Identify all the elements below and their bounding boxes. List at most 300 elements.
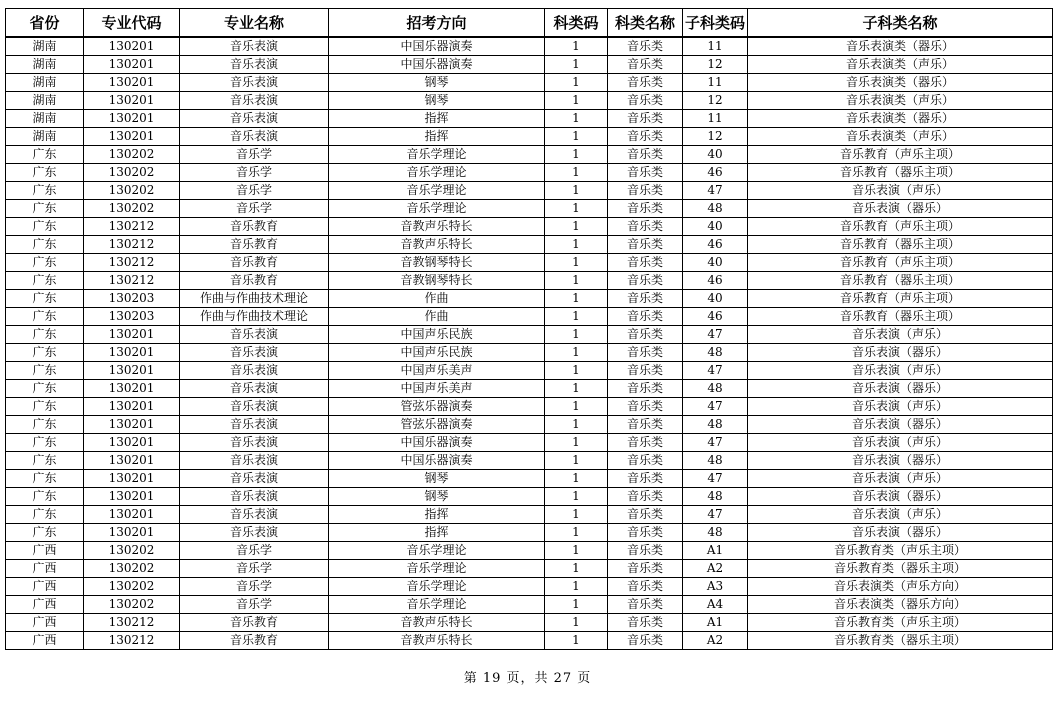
province-cell: 湖南: [6, 37, 84, 56]
subcategory-name-cell: 音乐表演类（声乐）: [748, 128, 1053, 146]
category-code-cell: 1: [545, 578, 608, 596]
subcategory-code-cell: 48: [683, 488, 748, 506]
subcategory-name-cell: 音乐表演类（声乐）: [748, 92, 1053, 110]
major-name-cell: 作曲与作曲技术理论: [180, 290, 329, 308]
category-code-cell: 1: [545, 182, 608, 200]
category-code-cell: 1: [545, 506, 608, 524]
province-cell: 广东: [6, 200, 84, 218]
subcategory-code-cell: 12: [683, 128, 748, 146]
major-name-cell: 音乐教育: [180, 218, 329, 236]
table-body: [6, 37, 1053, 650]
category-name-cell: 音乐类: [608, 326, 683, 344]
direction-cell: 中国声乐民族: [329, 326, 545, 344]
direction-cell: 音乐学理论: [329, 146, 545, 164]
subcategory-name-cell: 音乐表演（器乐）: [748, 452, 1053, 470]
major-name-cell: 音乐学: [180, 182, 329, 200]
category-code-cell: 1: [545, 488, 608, 506]
major-name-cell: 音乐表演: [180, 398, 329, 416]
table-row: [6, 452, 1053, 470]
province-cell: 广东: [6, 218, 84, 236]
subcategory-code-cell: 48: [683, 344, 748, 362]
category-name-cell: 音乐类: [608, 596, 683, 614]
table-row: [6, 380, 1053, 398]
subcategory-code-cell: 11: [683, 110, 748, 128]
category-code-cell: 1: [545, 146, 608, 164]
major-code-cell: 130212: [84, 272, 180, 290]
province-cell: 广东: [6, 506, 84, 524]
table-row: [6, 92, 1053, 110]
category-name-cell: 音乐类: [608, 578, 683, 596]
category-name-cell: 音乐类: [608, 56, 683, 74]
direction-cell: 音乐学理论: [329, 560, 545, 578]
subcategory-code-cell: 46: [683, 164, 748, 182]
category-code-cell: 1: [545, 254, 608, 272]
province-cell: 广东: [6, 380, 84, 398]
category-name-cell: 音乐类: [608, 452, 683, 470]
direction-cell: 中国声乐美声: [329, 380, 545, 398]
province-cell: 湖南: [6, 110, 84, 128]
subcategory-code-cell: 46: [683, 272, 748, 290]
subcategory-code-cell: A4: [683, 596, 748, 614]
direction-cell: 音教声乐特长: [329, 236, 545, 254]
province-cell: 广东: [6, 146, 84, 164]
subcategory-code-cell: 48: [683, 452, 748, 470]
direction-cell: 指挥: [329, 506, 545, 524]
category-name-cell: 音乐类: [608, 218, 683, 236]
category-name-cell: 音乐类: [608, 37, 683, 56]
category-name-cell: 音乐类: [608, 254, 683, 272]
major-name-cell: 音乐教育: [180, 254, 329, 272]
header-row: [6, 9, 1053, 38]
province-cell: 广东: [6, 524, 84, 542]
category-code-cell: 1: [545, 380, 608, 398]
major-name-cell: 音乐学: [180, 146, 329, 164]
category-name-cell: 音乐类: [608, 236, 683, 254]
major-name-cell: 音乐表演: [180, 506, 329, 524]
category-code-cell: 1: [545, 614, 608, 632]
province-cell: 广东: [6, 452, 84, 470]
subcategory-code-cell: 47: [683, 326, 748, 344]
major-code-cell: 130212: [84, 614, 180, 632]
subcategory-name-cell: 音乐教育（器乐主项）: [748, 164, 1053, 182]
category-name-cell: 音乐类: [608, 344, 683, 362]
category-code-cell: 1: [545, 560, 608, 578]
subcategory-code-cell: 12: [683, 56, 748, 74]
province-cell: 广东: [6, 254, 84, 272]
subcategory-code-cell: 47: [683, 434, 748, 452]
subcategory-code-cell: A1: [683, 614, 748, 632]
subcategory-code-cell: 12: [683, 92, 748, 110]
direction-cell: 中国乐器演奏: [329, 434, 545, 452]
category-name-cell: 音乐类: [608, 200, 683, 218]
province-cell: 广东: [6, 290, 84, 308]
category-code-cell: 1: [545, 362, 608, 380]
major-code-cell: 130202: [84, 560, 180, 578]
direction-cell: 音教声乐特长: [329, 632, 545, 650]
major-name-cell: 音乐表演: [180, 37, 329, 56]
major-code-cell: 130201: [84, 416, 180, 434]
table-row: [6, 200, 1053, 218]
header-direction: 招考方向: [329, 9, 545, 38]
province-cell: 广东: [6, 164, 84, 182]
direction-cell: 音乐学理论: [329, 164, 545, 182]
major-name-cell: 音乐表演: [180, 74, 329, 92]
major-code-cell: 130212: [84, 632, 180, 650]
province-cell: 湖南: [6, 128, 84, 146]
subcategory-code-cell: 47: [683, 398, 748, 416]
category-code-cell: 1: [545, 524, 608, 542]
table-row: [6, 506, 1053, 524]
direction-cell: 管弦乐器演奏: [329, 398, 545, 416]
major-code-cell: 130201: [84, 110, 180, 128]
major-code-cell: 130201: [84, 452, 180, 470]
province-cell: 广东: [6, 398, 84, 416]
table-row: [6, 362, 1053, 380]
major-code-cell: 130202: [84, 596, 180, 614]
major-code-cell: 130201: [84, 326, 180, 344]
category-name-cell: 音乐类: [608, 308, 683, 326]
table-row: [6, 182, 1053, 200]
major-name-cell: 音乐学: [180, 596, 329, 614]
table-row: [6, 254, 1053, 272]
major-code-cell: 130201: [84, 398, 180, 416]
category-code-cell: 1: [545, 272, 608, 290]
subcategory-name-cell: 音乐表演（声乐）: [748, 326, 1053, 344]
category-name-cell: 音乐类: [608, 632, 683, 650]
category-name-cell: 音乐类: [608, 290, 683, 308]
subcategory-code-cell: A3: [683, 578, 748, 596]
category-code-cell: 1: [545, 308, 608, 326]
major-code-cell: 130212: [84, 218, 180, 236]
table-row: [6, 218, 1053, 236]
subcategory-code-cell: 47: [683, 506, 748, 524]
table-row: [6, 434, 1053, 452]
province-cell: 广东: [6, 470, 84, 488]
table-row: [6, 344, 1053, 362]
table-row: [6, 128, 1053, 146]
category-code-cell: 1: [545, 434, 608, 452]
category-code-cell: 1: [545, 470, 608, 488]
category-name-cell: 音乐类: [608, 398, 683, 416]
category-name-cell: 音乐类: [608, 128, 683, 146]
province-cell: 湖南: [6, 92, 84, 110]
header-province: 省份: [6, 9, 84, 38]
subcategory-name-cell: 音乐表演（器乐）: [748, 380, 1053, 398]
table-row: [6, 614, 1053, 632]
subcategory-name-cell: 音乐教育类（声乐主项）: [748, 614, 1053, 632]
major-code-cell: 130201: [84, 506, 180, 524]
category-name-cell: 音乐类: [608, 362, 683, 380]
subcategory-name-cell: 音乐教育（器乐主项）: [748, 236, 1053, 254]
table-row: [6, 236, 1053, 254]
major-code-cell: 130212: [84, 236, 180, 254]
page-number-footer: 第 19 页，共 27 页: [463, 671, 592, 686]
province-cell: 广东: [6, 362, 84, 380]
major-code-cell: 130212: [84, 254, 180, 272]
major-code-cell: 130203: [84, 308, 180, 326]
table-row: [6, 272, 1053, 290]
category-code-cell: 1: [545, 37, 608, 56]
province-cell: 广东: [6, 434, 84, 452]
subcategory-name-cell: 音乐教育类（器乐主项）: [748, 560, 1053, 578]
subcategory-name-cell: 音乐表演类（声乐）: [748, 56, 1053, 74]
major-name-cell: 音乐学: [180, 200, 329, 218]
major-code-cell: 130202: [84, 200, 180, 218]
table-row: [6, 416, 1053, 434]
province-cell: 广东: [6, 344, 84, 362]
table-row: [6, 524, 1053, 542]
header-category-name: 科类名称: [608, 9, 683, 38]
major-name-cell: 音乐表演: [180, 416, 329, 434]
province-cell: 广东: [6, 272, 84, 290]
major-code-cell: 130201: [84, 74, 180, 92]
major-name-cell: 音乐表演: [180, 452, 329, 470]
direction-cell: 指挥: [329, 110, 545, 128]
direction-cell: 音乐学理论: [329, 542, 545, 560]
category-code-cell: 1: [545, 542, 608, 560]
province-cell: 广西: [6, 614, 84, 632]
table-row: [6, 578, 1053, 596]
table-row: [6, 488, 1053, 506]
category-name-cell: 音乐类: [608, 146, 683, 164]
major-name-cell: 音乐表演: [180, 470, 329, 488]
major-code-cell: 130201: [84, 488, 180, 506]
direction-cell: 音教钢琴特长: [329, 254, 545, 272]
category-name-cell: 音乐类: [608, 614, 683, 632]
major-code-cell: 130201: [84, 344, 180, 362]
subcategory-name-cell: 音乐教育类（声乐主项）: [748, 542, 1053, 560]
subcategory-code-cell: 46: [683, 236, 748, 254]
major-code-cell: 130202: [84, 164, 180, 182]
table-row: [6, 56, 1053, 74]
direction-cell: 指挥: [329, 128, 545, 146]
data-table: [5, 8, 1053, 650]
category-name-cell: 音乐类: [608, 92, 683, 110]
category-name-cell: 音乐类: [608, 470, 683, 488]
direction-cell: 中国声乐美声: [329, 362, 545, 380]
category-code-cell: 1: [545, 56, 608, 74]
category-name-cell: 音乐类: [608, 272, 683, 290]
subcategory-code-cell: A1: [683, 542, 748, 560]
category-name-cell: 音乐类: [608, 110, 683, 128]
subcategory-code-cell: 48: [683, 200, 748, 218]
province-cell: 广东: [6, 236, 84, 254]
subcategory-code-cell: 40: [683, 254, 748, 272]
direction-cell: 指挥: [329, 524, 545, 542]
subcategory-name-cell: 音乐教育（器乐主项）: [748, 308, 1053, 326]
table-row: [6, 110, 1053, 128]
subcategory-code-cell: A2: [683, 560, 748, 578]
province-cell: 湖南: [6, 56, 84, 74]
table-row: [6, 290, 1053, 308]
subcategory-name-cell: 音乐表演（器乐）: [748, 200, 1053, 218]
direction-cell: 音教钢琴特长: [329, 272, 545, 290]
subcategory-code-cell: 47: [683, 470, 748, 488]
subcategory-name-cell: 音乐表演（声乐）: [748, 362, 1053, 380]
subcategory-name-cell: 音乐表演类（器乐）: [748, 37, 1053, 56]
category-code-cell: 1: [545, 290, 608, 308]
major-name-cell: 音乐表演: [180, 524, 329, 542]
subcategory-name-cell: 音乐表演（器乐）: [748, 416, 1053, 434]
subcategory-code-cell: 40: [683, 218, 748, 236]
major-name-cell: 音乐表演: [180, 380, 329, 398]
major-code-cell: 130201: [84, 470, 180, 488]
category-code-cell: 1: [545, 128, 608, 146]
subcategory-name-cell: 音乐表演（声乐）: [748, 470, 1053, 488]
major-code-cell: 130201: [84, 56, 180, 74]
major-code-cell: 130202: [84, 182, 180, 200]
category-name-cell: 音乐类: [608, 506, 683, 524]
category-code-cell: 1: [545, 326, 608, 344]
major-name-cell: 音乐表演: [180, 326, 329, 344]
category-code-cell: 1: [545, 632, 608, 650]
province-cell: 广西: [6, 578, 84, 596]
major-code-cell: 130201: [84, 434, 180, 452]
subcategory-code-cell: 48: [683, 380, 748, 398]
major-name-cell: 音乐学: [180, 578, 329, 596]
major-name-cell: 音乐教育: [180, 632, 329, 650]
major-code-cell: 130201: [84, 362, 180, 380]
category-name-cell: 音乐类: [608, 164, 683, 182]
direction-cell: 音乐学理论: [329, 596, 545, 614]
category-code-cell: 1: [545, 200, 608, 218]
major-name-cell: 音乐表演: [180, 110, 329, 128]
category-name-cell: 音乐类: [608, 182, 683, 200]
category-name-cell: 音乐类: [608, 560, 683, 578]
subcategory-name-cell: 音乐教育（声乐主项）: [748, 218, 1053, 236]
subcategory-name-cell: 音乐教育（声乐主项）: [748, 290, 1053, 308]
direction-cell: 中国乐器演奏: [329, 56, 545, 74]
table-row: [6, 560, 1053, 578]
direction-cell: 中国乐器演奏: [329, 37, 545, 56]
province-cell: 广东: [6, 308, 84, 326]
major-name-cell: 音乐表演: [180, 434, 329, 452]
category-code-cell: 1: [545, 416, 608, 434]
direction-cell: 钢琴: [329, 74, 545, 92]
table-row: [6, 164, 1053, 182]
direction-cell: 钢琴: [329, 470, 545, 488]
header-major-code: 专业代码: [84, 9, 180, 38]
header-subcategory-name: 子科类名称: [748, 9, 1053, 38]
subcategory-name-cell: 音乐教育（声乐主项）: [748, 146, 1053, 164]
major-code-cell: 130201: [84, 128, 180, 146]
table-row: [6, 542, 1053, 560]
table-row: [6, 596, 1053, 614]
subcategory-name-cell: 音乐表演类（声乐方向）: [748, 578, 1053, 596]
table-row: [6, 398, 1053, 416]
table-row: [6, 470, 1053, 488]
province-cell: 广东: [6, 488, 84, 506]
header-subcategory-code: 子科类码: [683, 9, 748, 38]
table-row: [6, 308, 1053, 326]
subcategory-name-cell: 音乐表演（声乐）: [748, 506, 1053, 524]
category-code-cell: 1: [545, 344, 608, 362]
major-name-cell: 音乐学: [180, 542, 329, 560]
category-code-cell: 1: [545, 452, 608, 470]
category-name-cell: 音乐类: [608, 380, 683, 398]
major-name-cell: 音乐表演: [180, 344, 329, 362]
direction-cell: 音乐学理论: [329, 200, 545, 218]
province-cell: 广东: [6, 326, 84, 344]
category-name-cell: 音乐类: [608, 74, 683, 92]
subcategory-code-cell: A2: [683, 632, 748, 650]
direction-cell: 中国声乐民族: [329, 344, 545, 362]
major-name-cell: 音乐教育: [180, 236, 329, 254]
direction-cell: 管弦乐器演奏: [329, 416, 545, 434]
direction-cell: 钢琴: [329, 488, 545, 506]
header-major-name: 专业名称: [180, 9, 329, 38]
major-name-cell: 音乐学: [180, 560, 329, 578]
table-row: [6, 632, 1053, 650]
province-cell: 湖南: [6, 74, 84, 92]
category-name-cell: 音乐类: [608, 542, 683, 560]
subcategory-name-cell: 音乐表演类（器乐）: [748, 74, 1053, 92]
subcategory-code-cell: 47: [683, 362, 748, 380]
category-name-cell: 音乐类: [608, 416, 683, 434]
province-cell: 广东: [6, 182, 84, 200]
category-name-cell: 音乐类: [608, 524, 683, 542]
direction-cell: 作曲: [329, 308, 545, 326]
subcategory-name-cell: 音乐教育类（器乐主项）: [748, 632, 1053, 650]
major-code-cell: 130201: [84, 92, 180, 110]
subcategory-name-cell: 音乐教育（声乐主项）: [748, 254, 1053, 272]
province-cell: 广东: [6, 416, 84, 434]
province-cell: 广西: [6, 542, 84, 560]
major-name-cell: 音乐表演: [180, 92, 329, 110]
direction-cell: 音乐学理论: [329, 578, 545, 596]
category-name-cell: 音乐类: [608, 434, 683, 452]
province-cell: 广西: [6, 596, 84, 614]
major-name-cell: 音乐表演: [180, 56, 329, 74]
category-code-cell: 1: [545, 74, 608, 92]
category-code-cell: 1: [545, 164, 608, 182]
category-name-cell: 音乐类: [608, 488, 683, 506]
category-code-cell: 1: [545, 596, 608, 614]
major-name-cell: 音乐表演: [180, 362, 329, 380]
subcategory-code-cell: 46: [683, 308, 748, 326]
subcategory-name-cell: 音乐表演（器乐）: [748, 344, 1053, 362]
table-row: [6, 74, 1053, 92]
subcategory-code-cell: 48: [683, 416, 748, 434]
major-name-cell: 音乐表演: [180, 488, 329, 506]
major-name-cell: 音乐教育: [180, 272, 329, 290]
direction-cell: 音乐学理论: [329, 182, 545, 200]
subcategory-name-cell: 音乐表演（器乐）: [748, 524, 1053, 542]
province-cell: 广西: [6, 632, 84, 650]
table-row: [6, 326, 1053, 344]
header-category-code: 科类码: [545, 9, 608, 38]
major-code-cell: 130202: [84, 578, 180, 596]
subcategory-name-cell: 音乐表演类（器乐方向）: [748, 596, 1053, 614]
category-code-cell: 1: [545, 92, 608, 110]
category-code-cell: 1: [545, 398, 608, 416]
direction-cell: 钢琴: [329, 92, 545, 110]
direction-cell: 音教声乐特长: [329, 218, 545, 236]
major-code-cell: 130201: [84, 380, 180, 398]
direction-cell: 中国乐器演奏: [329, 452, 545, 470]
major-name-cell: 音乐表演: [180, 128, 329, 146]
category-code-cell: 1: [545, 236, 608, 254]
major-name-cell: 音乐学: [180, 164, 329, 182]
subcategory-name-cell: 音乐表演类（器乐）: [748, 110, 1053, 128]
subcategory-code-cell: 11: [683, 74, 748, 92]
province-cell: 广西: [6, 560, 84, 578]
major-name-cell: 音乐教育: [180, 614, 329, 632]
subcategory-code-cell: 40: [683, 290, 748, 308]
subcategory-name-cell: 音乐表演（声乐）: [748, 398, 1053, 416]
subcategory-name-cell: 音乐教育（器乐主项）: [748, 272, 1053, 290]
major-code-cell: 130202: [84, 542, 180, 560]
